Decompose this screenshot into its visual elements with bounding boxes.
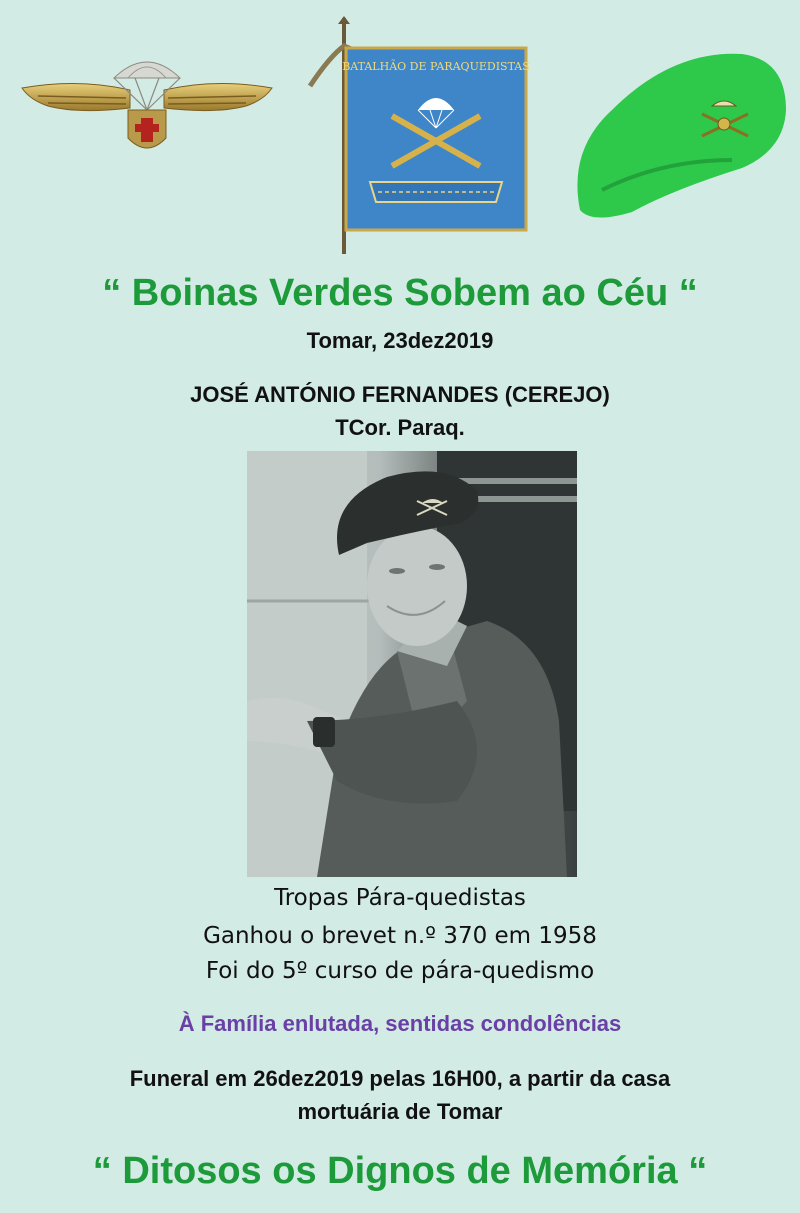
parachute-wings-badge-icon — [18, 48, 276, 160]
detail-line: Tropas Pára-quedistas — [274, 885, 526, 911]
date-line: Tomar, 23dez2019 — [306, 328, 494, 353]
detail-line: Ganhou o brevet n.º 370 em 1958 — [203, 923, 597, 949]
funeral-info: Funeral em 26dez2019 pelas 16H00, a partir da casa — [129, 1066, 671, 1091]
person-rank: TCor. Paraq. — [335, 415, 465, 440]
funeral-info: mortuária de Tomar — [297, 1099, 503, 1124]
condolences-message: À Família enlutada, sentidas condolências — [178, 1011, 622, 1036]
person-name: JOSÉ ANTÓNIO FERNANDES (CEREJO) — [190, 382, 610, 407]
headline: “ Boinas Verdes Sobem ao Céu “ — [102, 272, 698, 314]
flag-inscription: BATALHÃO DE PARAQUEDISTAS — [342, 60, 530, 73]
battalion-flag-icon — [300, 16, 530, 256]
closing-motto: “ Ditosos os Dignos de Memória “ — [92, 1150, 708, 1192]
detail-line: Foi do 5º curso de pára-quedismo — [205, 958, 595, 984]
portrait-photo — [247, 451, 577, 877]
green-beret-icon — [572, 40, 792, 218]
